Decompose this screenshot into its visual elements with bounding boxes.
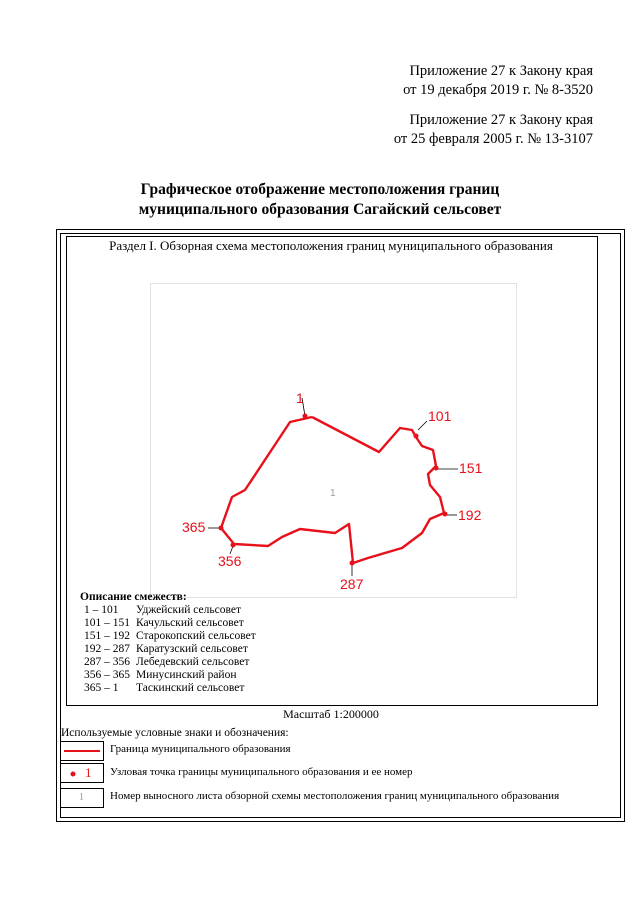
adjacency-row	[84, 630, 256, 642]
adjacency-range: 151 – 192	[84, 630, 130, 642]
adjacency-row	[84, 656, 249, 668]
adjacency-row	[84, 617, 244, 629]
boundary-line-symbol	[61, 742, 103, 760]
adjacency-row	[84, 682, 244, 694]
legend-item-text: Граница муниципального образования	[110, 743, 291, 755]
adjacency-name: Уджейский сельсовет	[136, 604, 241, 616]
node-label-151: 151	[459, 460, 483, 476]
adjacency-name: Каратузский сельсовет	[136, 643, 248, 655]
leader-line	[418, 421, 427, 430]
node-label-287: 287	[340, 576, 364, 592]
title-line: Графическое отображение местоположения границ	[140, 181, 500, 198]
appendix-line: Приложение 27 к Закону края	[409, 112, 593, 128]
map-scale: Масштаб 1:200000	[283, 707, 379, 721]
node-label-192: 192	[458, 507, 482, 523]
adjacency-title: Описание смежеств:	[80, 591, 187, 603]
adjacency-range: 101 – 151	[84, 617, 130, 629]
appendix-line: от 25 февраля 2005 г. № 13-3107	[393, 131, 593, 147]
node-label-101: 101	[428, 408, 452, 424]
appendix-line: от 19 декабря 2019 г. № 8-3520	[403, 82, 593, 98]
legend-swatch-sheet	[60, 788, 104, 808]
node-point-symbol	[61, 764, 103, 782]
node-point-1	[303, 414, 308, 419]
node-point-192	[443, 512, 448, 517]
node-label-365: 365	[182, 519, 206, 535]
adjacency-name: Старокопский сельсовет	[136, 630, 256, 642]
node-point-101	[414, 434, 419, 439]
adjacency-name: Минусинский район	[136, 669, 237, 681]
legend-title: Используемые условные знаки и обозначения:	[61, 727, 289, 739]
adjacency-name: Таскинский сельсовет	[136, 682, 245, 694]
adjacency-range: 287 – 356	[84, 656, 130, 668]
adjacency-range: 365 – 1	[84, 682, 119, 694]
adjacency-row	[84, 604, 241, 616]
adjacency-range: 1 – 101	[84, 604, 119, 616]
legend-sheet-sample: 1	[79, 792, 84, 803]
node-point-356	[231, 543, 236, 548]
sheet-number: 1	[330, 488, 336, 499]
node-point-365	[219, 526, 224, 531]
section-title: Раздел I. Обзорная схема местоположения границ муниципального образования	[109, 238, 553, 253]
node-point-287	[350, 561, 355, 566]
adjacency-row	[84, 669, 237, 681]
adjacency-range: 192 – 287	[84, 643, 130, 655]
legend-swatch-node	[60, 763, 104, 783]
node-label-1: 1	[296, 390, 304, 406]
legend-swatch-boundary	[60, 741, 104, 761]
node-point-151	[434, 466, 439, 471]
adjacency-name: Качульский сельсовет	[136, 617, 244, 629]
title-line: муниципального образования Сагайский сельсовет	[138, 201, 502, 218]
legend-item-text: Узловая точка границы муниципального образования и ее номер	[110, 766, 413, 778]
adjacency-range: 356 – 365	[84, 669, 130, 681]
adjacency-name: Лебедевский сельсовет	[136, 656, 250, 668]
legend-node-sample: 1	[85, 765, 92, 780]
legend-item-text: Номер выносного листа обзорной схемы местоположения границ муниципального образования	[110, 790, 560, 802]
adjacency-row	[84, 643, 248, 655]
appendix-line: Приложение 27 к Закону края	[409, 63, 593, 79]
node-label-356: 356	[218, 553, 242, 569]
